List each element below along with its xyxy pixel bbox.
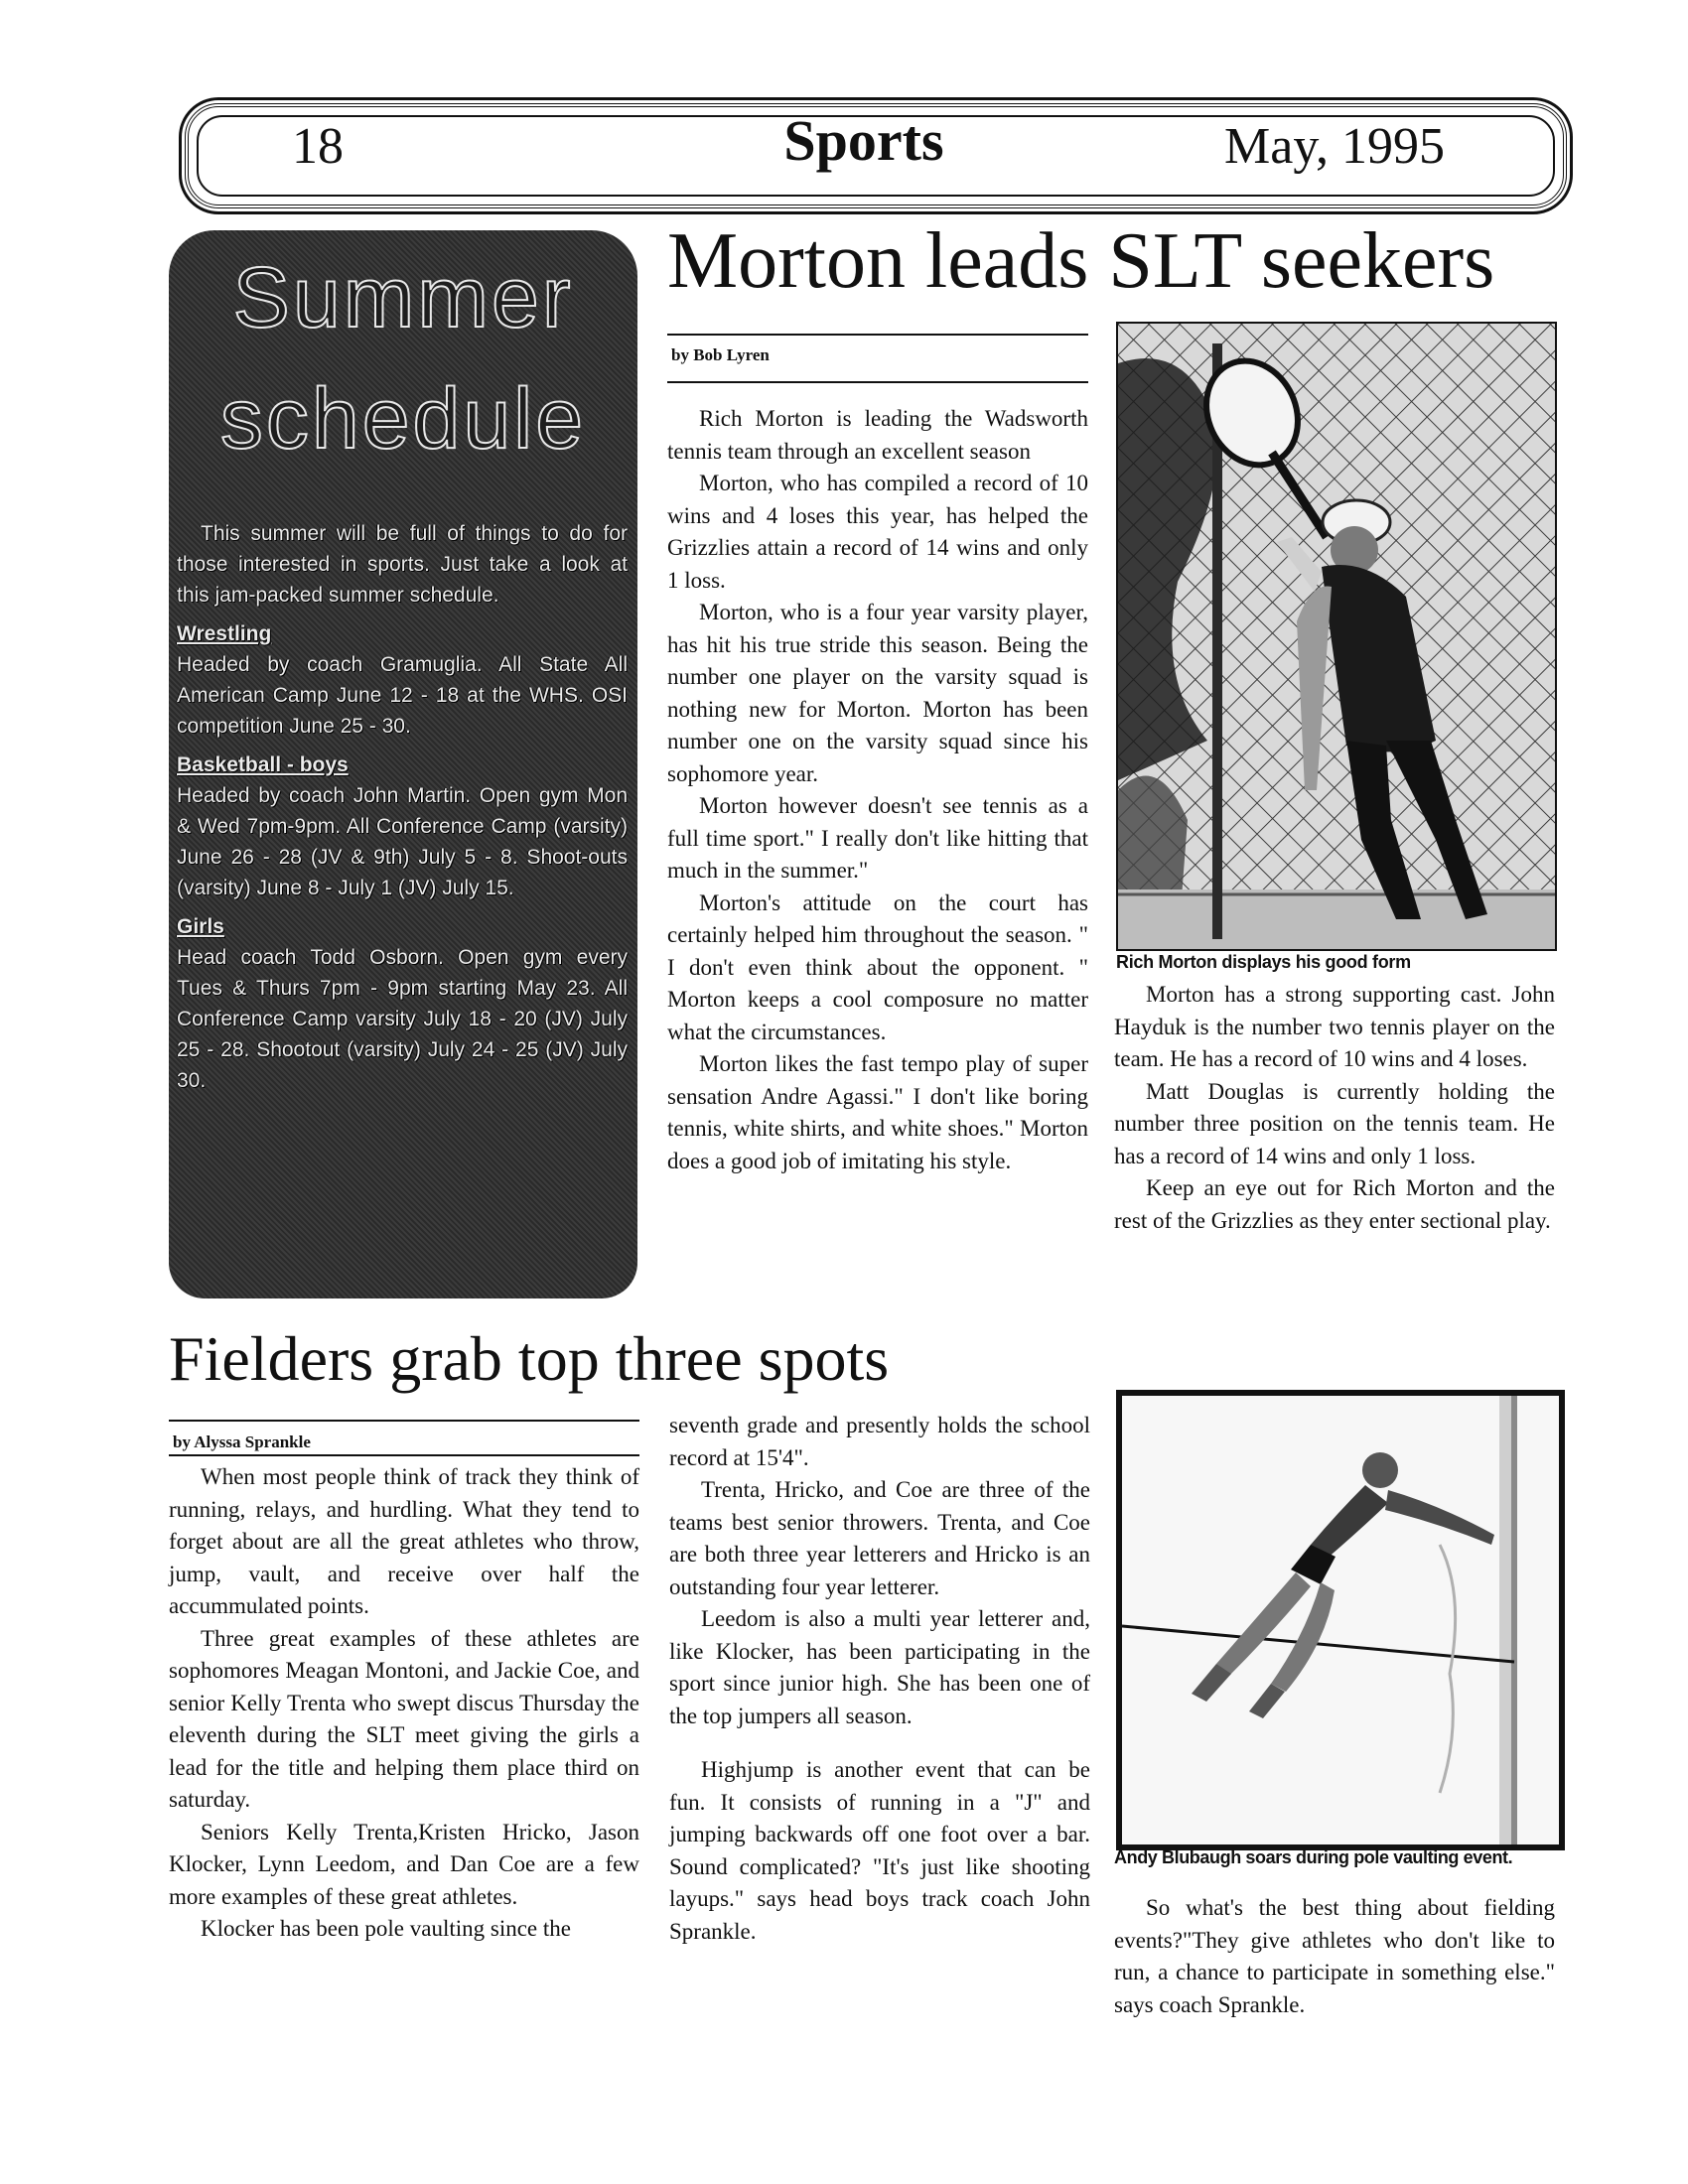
schedule-text-wrestling: Headed by coach Gramuglia. All State All American Camp June 12 - 18 at the WHS. OSI competition June 25 - 30. xyxy=(177,653,628,738)
article1-right-column xyxy=(1114,979,1555,1237)
section-title: Sports xyxy=(783,108,944,173)
article1-paragraph: Morton's attitude on the court has certainly helped him throughout the season. " I don't even think about the opponent. " Morton keeps a cool composure no matter what the circumstances. xyxy=(667,889,1088,1044)
article1-column xyxy=(667,403,1088,1177)
article2-paragraph: Klocker has been pole vaulting since the xyxy=(201,1916,571,1941)
article2-paragraph: Highjump is another event that can be fun. It consists of running in a "J" and jumping backwards off one foot over a bar. Sound complicated? "It's just like shooting layups." says head boys track coach John Sprankle. xyxy=(669,1757,1090,1944)
tennis-player-photo xyxy=(1116,322,1557,951)
article1-paragraph: Morton, who has compiled a record of 10 wins and 4 loses this year, has helped the Grizzlies attain a record of 14 wins and only 1 loss. xyxy=(667,471,1088,593)
byline-alyssa-sprankle: by Alyssa Sprankle xyxy=(173,1433,311,1451)
article1-right-paragraph: Morton has a strong supporting cast. John Hayduk is the number two tennis player on the team. He has a record of 10 wins and 4 loses. xyxy=(1114,982,1555,1071)
article1-right-paragraph: Matt Douglas is currently holding the number three position on the tennis team. He has a record of 14 wins and only 1 loss. xyxy=(1114,1078,1555,1168)
article2-paragraph: When most people think of track they think of running, relays, and hurdling. What they tend to forget about are all the great athletes who throw, jump, vault, and receive over half the accummulated points. xyxy=(169,1464,639,1618)
article1-paragraph: Rich Morton is leading the Wadsworth tennis team through an excellent season xyxy=(667,406,1088,464)
pole-vault-photo xyxy=(1116,1390,1565,1850)
schedule-heading-basketball-boys: Basketball - boys xyxy=(177,753,349,776)
article2-right-column xyxy=(1114,1892,1555,2021)
article1-paragraph: Morton however doesn't see tennis as a full time sport." I really don't like hitting that much in the summer." xyxy=(667,793,1088,883)
byline-rule-top xyxy=(667,334,1088,336)
article1-right-paragraph: Keep an eye out for Rich Morton and the rest of the Grizzlies as they enter sectional play. xyxy=(1114,1175,1555,1233)
byline2-rule-bottom xyxy=(169,1454,639,1456)
tennis-photo-caption: Rich Morton displays his good form xyxy=(1116,952,1411,972)
schedule-heading-wrestling: Wrestling xyxy=(177,622,272,645)
article2-paragraph: Seniors Kelly Trenta,Kristen Hricko, Jason Klocker, Lynn Leedom, and Dan Coe are a few more examples of these great athletes. xyxy=(169,1819,639,1909)
article2-right-paragraph: So what's the best thing about fielding events?"They give athletes who don't like to run, a chance to participate in something else." says coach Sprankle. xyxy=(1114,1895,1555,2017)
headline-fielders: Fielders grab top three spots xyxy=(169,1323,890,1394)
pole-vault-photo-caption: Andy Blubaugh soars during pole vaulting event. xyxy=(1114,1847,1513,1867)
byline-rule-bottom xyxy=(667,381,1088,383)
schedule-text-basketball-boys: Headed by coach John Martin. Open gym Mon & Wed 7pm-9pm. All Conference Camp (varsity) June 26 - 28 (JV & 9th) July 5 - 8. Shoot-outs (varsity) June 8 - July 1 (JV) July 15. xyxy=(177,784,628,899)
article2-paragraph: Three great examples of these athletes are sophomores Meagan Montoni, and Jackie Coe, and senior Kelly Trenta who swept discus Thursday the eleventh during the SLT meet giving the girls a lead for the title and helping them place third on saturday. xyxy=(169,1625,639,1812)
summer-schedule-box xyxy=(169,230,637,1298)
article2-paragraph: Leedom is also a multi year letterer and, like Klocker, has been participating in the sport since junior high. She has been one of the top jumpers all season. xyxy=(669,1606,1090,1728)
tennis-photo-illustration xyxy=(1118,324,1555,949)
schedule-heading-girls: Girls xyxy=(177,915,224,938)
headline-morton: Morton leads SLT seekers xyxy=(667,217,1495,305)
article2-continuation: seventh grade and presently holds the school record at 15'4". xyxy=(669,1413,1090,1470)
article2-column1 xyxy=(169,1461,639,1946)
schedule-intro: This summer will be full of things to do for those interested in sports. Just take a look at this jam-packed summer schedule. xyxy=(177,522,628,607)
article2-column2 xyxy=(669,1410,1090,1948)
article1-paragraph: Morton likes the fast tempo play of super sensation Andre Agassi." I don't like boring tennis, white shirts, and white shoes." Morton does a good job of imitating his style. xyxy=(667,1051,1088,1173)
pole-vault-photo-illustration xyxy=(1122,1396,1559,1844)
page-number: 18 xyxy=(292,118,344,175)
article1-paragraph: Morton, who is a four year varsity player, has hit his true stride this season. Being the number one player on the varsity squad is nothing new for Morton. Morton has been number one on the varsity squad since his sophomore year. xyxy=(667,600,1088,786)
schedule-body xyxy=(177,518,628,1104)
byline2-rule-top xyxy=(169,1420,639,1422)
schedule-title-line2: schedule xyxy=(219,371,587,467)
byline-bob-lyren: by Bob Lyren xyxy=(671,345,770,364)
issue-date: May, 1995 xyxy=(1224,118,1445,175)
schedule-title-line1: Summer xyxy=(232,250,574,345)
article2-paragraph: Trenta, Hricko, and Coe are three of the teams best senior throwers. Trenta, and Coe are both three year letterers and Hricko is an outstanding four year letterer. xyxy=(669,1477,1090,1599)
schedule-text-girls: Head coach Todd Osborn. Open gym every Tues & Thurs 7pm - 9pm starting May 23. All Conference Camp varsity July 18 - 20 (JV) July 25 - 28. Shootout (varsity) July 24 - 25 (JV) July 30. xyxy=(177,946,628,1092)
